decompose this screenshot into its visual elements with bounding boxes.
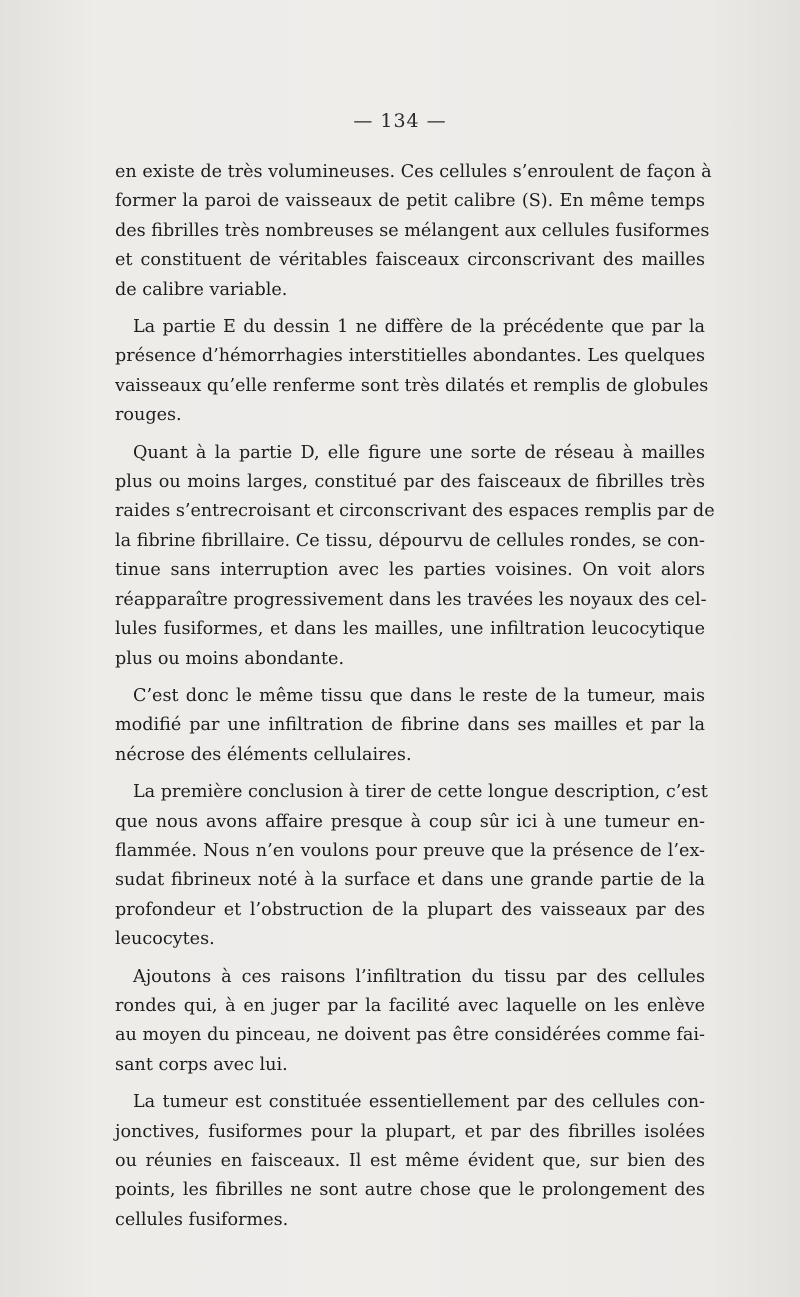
text-line: la fibrine fibrillaire. Ce tissu, dépourvu de cellules rondes, se con- [115, 530, 705, 551]
text-line: C’est donc le même tissu que dans le reste de la tumeur, mais [133, 685, 705, 706]
text-line: modifié par une infiltration de fibrine dans ses mailles et par la [115, 715, 705, 736]
text-line: tinue sans interruption avec les parties voisines. On voit alors [115, 560, 705, 581]
text-line: plus ou moins larges, constitué par des faisceaux de fibrilles très [115, 472, 705, 493]
text-line: et constituent de véritables faisceaux circonscrivant des mailles [115, 250, 705, 271]
paragraph-5 [115, 778, 708, 954]
text-line: sudat fibrineux noté à la surface et dans une grande partie de la [115, 870, 705, 891]
text-line: en existe de très volumineuses. Ces cellules s’enroulent de façon à [115, 162, 712, 182]
text-line: former la paroi de vaisseaux de petit calibre (S). En même temps [115, 191, 705, 212]
text-line: cellules fusiformes. [115, 1209, 289, 1230]
text-line: nécrose des éléments cellulaires. [115, 744, 412, 765]
text-line: La première conclusion à tirer de cette longue description, c’est [133, 782, 708, 803]
text-line: raides s’entrecroisant et circonscrivant des espaces remplis par de [115, 501, 715, 522]
text-line: rouges. [115, 405, 182, 426]
text-line: La tumeur est constituée essentiellement par des cellules con- [133, 1092, 705, 1113]
paragraph-4 [115, 682, 705, 770]
text-line: réapparaître progressivement dans les travées les noyaux des cel- [115, 589, 707, 610]
text-line: lules fusiformes, et dans les mailles, une infiltration leucocytique [115, 619, 705, 640]
paragraph-2 [115, 313, 709, 431]
text-line: vaisseaux qu’elle renferme sont très dilatés et remplis de globules [115, 375, 709, 396]
text-line: plus ou moins abondante. [115, 648, 345, 669]
paragraph-7 [115, 1088, 705, 1235]
text-line: Quant à la partie D, elle figure une sorte de réseau à mailles [133, 442, 705, 463]
text-line: des fibrilles très nombreuses se mélangent aux cellules fusiformes [115, 220, 710, 241]
text-line: au moyen du pinceau, ne doivent pas être considérées comme fai- [115, 1025, 705, 1046]
text-line: de calibre variable. [115, 279, 288, 300]
paragraph-6 [115, 963, 705, 1081]
text-line: jonctives, fusiformes pour la plupart, et par des fibrilles isolées [115, 1121, 705, 1142]
text-line: leucocytes. [115, 929, 215, 950]
paragraph-1 [115, 158, 712, 305]
text-line: flammée. Nous n’en voulons pour preuve que la présence de l’ex- [115, 840, 705, 861]
text-line: que nous avons affaire presque à coup sûr ici à une tumeur en- [115, 811, 705, 832]
text-line: ou réunies en faisceaux. Il est même évident que, sur bien des [115, 1151, 705, 1171]
page-number: — 134 — [353, 110, 447, 132]
text-line: profondeur et l’obstruction de la plupart des vaisseaux par des [115, 899, 705, 920]
text-line: présence d’hémorrhagies interstitielles abondantes. Les quelques [115, 346, 705, 367]
paragraph-3 [115, 439, 715, 674]
text-line: rondes qui, à en juger par la facilité avec laquelle on les enlève [115, 995, 705, 1016]
text-line: Ajoutons à ces raisons l’infiltration du tissu par des cellules [133, 966, 705, 987]
text-line: La partie E du dessin 1 ne diffère de la précédente que par la [133, 317, 705, 338]
text-line: points, les fibrilles ne sont autre chose que le prolongement des [115, 1180, 705, 1201]
text-line: sant corps avec lui. [115, 1054, 288, 1075]
body-text [115, 158, 715, 1235]
